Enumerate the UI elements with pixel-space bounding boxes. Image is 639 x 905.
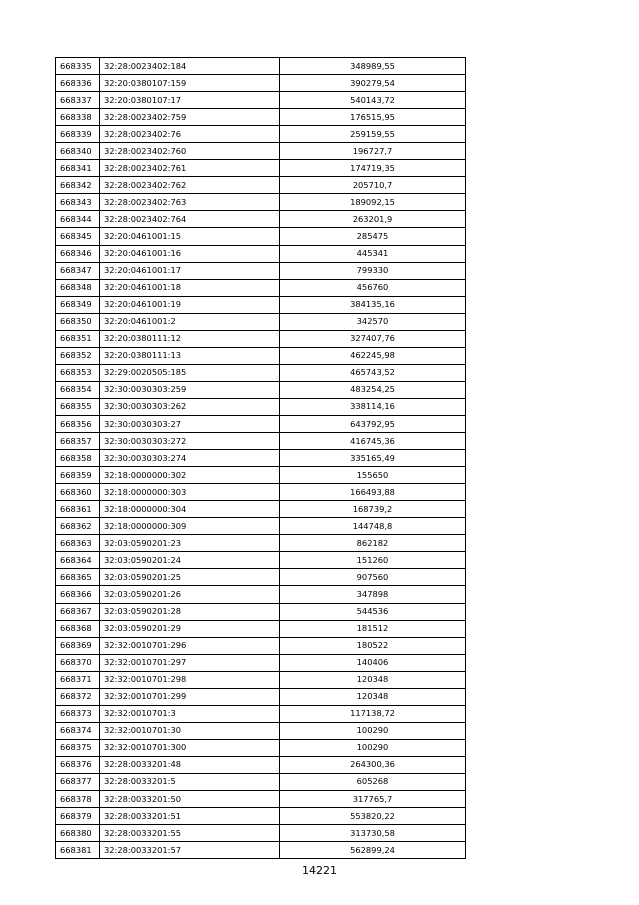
row-id-cell: 668374 <box>56 722 100 739</box>
row-code-cell: 32:32:0010701:296 <box>100 637 280 654</box>
row-value-cell: 120348 <box>280 671 466 688</box>
row-code-cell: 32:28:0033201:51 <box>100 808 280 825</box>
row-id-cell: 668352 <box>56 347 100 364</box>
row-value-cell: 120348 <box>280 688 466 705</box>
row-code-cell: 32:03:0590201:29 <box>100 620 280 637</box>
row-value-cell: 205710,7 <box>280 177 466 194</box>
row-id-cell: 668361 <box>56 501 100 518</box>
table-row <box>56 433 466 450</box>
row-code-cell: 32:03:0590201:28 <box>100 603 280 620</box>
row-id-cell: 668354 <box>56 381 100 398</box>
row-value-cell: 342570 <box>280 313 466 330</box>
row-id-cell: 668353 <box>56 364 100 381</box>
table-row <box>56 518 466 535</box>
table-row <box>56 739 466 756</box>
row-id-cell: 668342 <box>56 177 100 194</box>
table-row <box>56 296 466 313</box>
row-code-cell: 32:30:0030303:262 <box>100 398 280 415</box>
row-id-cell: 668364 <box>56 552 100 569</box>
row-value-cell: 643792,95 <box>280 415 466 432</box>
row-value-cell: 799330 <box>280 262 466 279</box>
row-value-cell: 335165,49 <box>280 450 466 467</box>
row-code-cell: 32:20:0461001:16 <box>100 245 280 262</box>
row-value-cell: 155650 <box>280 467 466 484</box>
row-id-cell: 668373 <box>56 705 100 722</box>
row-value-cell: 416745,36 <box>280 433 466 450</box>
row-id-cell: 668376 <box>56 756 100 773</box>
row-code-cell: 32:20:0461001:17 <box>100 262 280 279</box>
row-id-cell: 668367 <box>56 603 100 620</box>
row-code-cell: 32:29:0020505:185 <box>100 364 280 381</box>
table-row <box>56 722 466 739</box>
row-value-cell: 338114,16 <box>280 398 466 415</box>
row-id-cell: 668370 <box>56 654 100 671</box>
row-id-cell: 668347 <box>56 262 100 279</box>
row-value-cell: 540143,72 <box>280 92 466 109</box>
row-value-cell: 327407,76 <box>280 330 466 347</box>
table-row <box>56 637 466 654</box>
row-value-cell: 259159,55 <box>280 126 466 143</box>
row-value-cell: 196727,7 <box>280 143 466 160</box>
row-code-cell: 32:32:0010701:298 <box>100 671 280 688</box>
table-row <box>56 126 466 143</box>
row-value-cell: 483254,25 <box>280 381 466 398</box>
row-value-cell: 462245,98 <box>280 347 466 364</box>
row-id-cell: 668337 <box>56 92 100 109</box>
table-row <box>56 756 466 773</box>
row-value-cell: 181512 <box>280 620 466 637</box>
table-row <box>56 501 466 518</box>
table-row <box>56 705 466 722</box>
table-row <box>56 450 466 467</box>
table-body <box>56 58 466 859</box>
row-value-cell: 144748,8 <box>280 518 466 535</box>
table-row <box>56 552 466 569</box>
row-id-cell: 668336 <box>56 75 100 92</box>
row-id-cell: 668345 <box>56 228 100 245</box>
row-value-cell: 263201,9 <box>280 211 466 228</box>
row-id-cell: 668379 <box>56 808 100 825</box>
row-value-cell: 553820,22 <box>280 808 466 825</box>
row-id-cell: 668348 <box>56 279 100 296</box>
table-row <box>56 688 466 705</box>
data-table <box>55 57 466 859</box>
row-code-cell: 32:32:0010701:300 <box>100 739 280 756</box>
row-id-cell: 668360 <box>56 484 100 501</box>
row-id-cell: 668340 <box>56 143 100 160</box>
row-id-cell: 668372 <box>56 688 100 705</box>
row-code-cell: 32:32:0010701:299 <box>100 688 280 705</box>
table-row <box>56 92 466 109</box>
row-id-cell: 668356 <box>56 415 100 432</box>
row-id-cell: 668369 <box>56 637 100 654</box>
row-code-cell: 32:28:0023402:762 <box>100 177 280 194</box>
row-value-cell: 174719,35 <box>280 160 466 177</box>
row-id-cell: 668357 <box>56 433 100 450</box>
row-id-cell: 668344 <box>56 211 100 228</box>
row-code-cell: 32:30:0030303:27 <box>100 415 280 432</box>
row-code-cell: 32:28:0033201:5 <box>100 773 280 790</box>
table-row <box>56 143 466 160</box>
row-id-cell: 668377 <box>56 773 100 790</box>
row-code-cell: 32:30:0030303:259 <box>100 381 280 398</box>
row-code-cell: 32:18:0000000:302 <box>100 467 280 484</box>
row-value-cell: 562899,24 <box>280 842 466 859</box>
row-value-cell: 317765,7 <box>280 791 466 808</box>
row-value-cell: 117138,72 <box>280 705 466 722</box>
table-row <box>56 262 466 279</box>
row-id-cell: 668346 <box>56 245 100 262</box>
row-code-cell: 32:18:0000000:304 <box>100 501 280 518</box>
table-row <box>56 791 466 808</box>
row-value-cell: 384135,16 <box>280 296 466 313</box>
row-code-cell: 32:20:0380111:13 <box>100 347 280 364</box>
row-value-cell: 605268 <box>280 773 466 790</box>
row-value-cell: 100290 <box>280 739 466 756</box>
row-value-cell: 166493,88 <box>280 484 466 501</box>
row-id-cell: 668371 <box>56 671 100 688</box>
row-value-cell: 189092,15 <box>280 194 466 211</box>
row-code-cell: 32:28:0033201:50 <box>100 791 280 808</box>
table-row <box>56 279 466 296</box>
row-value-cell: 176515,95 <box>280 109 466 126</box>
table-row <box>56 825 466 842</box>
row-code-cell: 32:28:0023402:764 <box>100 211 280 228</box>
row-code-cell: 32:28:0033201:48 <box>100 756 280 773</box>
row-id-cell: 668335 <box>56 58 100 75</box>
row-value-cell: 168739,2 <box>280 501 466 518</box>
row-code-cell: 32:28:0023402:759 <box>100 109 280 126</box>
row-value-cell: 390279,54 <box>280 75 466 92</box>
table-row <box>56 228 466 245</box>
row-value-cell: 456760 <box>280 279 466 296</box>
table-row <box>56 671 466 688</box>
row-code-cell: 32:28:0023402:763 <box>100 194 280 211</box>
table-row <box>56 535 466 552</box>
row-code-cell: 32:32:0010701:30 <box>100 722 280 739</box>
row-value-cell: 465743,52 <box>280 364 466 381</box>
table-row <box>56 398 466 415</box>
row-value-cell: 180522 <box>280 637 466 654</box>
row-value-cell: 445341 <box>280 245 466 262</box>
table-row <box>56 381 466 398</box>
row-value-cell: 151260 <box>280 552 466 569</box>
row-id-cell: 668380 <box>56 825 100 842</box>
table-row <box>56 211 466 228</box>
row-value-cell: 313730,58 <box>280 825 466 842</box>
row-code-cell: 32:20:0380111:12 <box>100 330 280 347</box>
row-code-cell: 32:20:0461001:15 <box>100 228 280 245</box>
table-row <box>56 603 466 620</box>
table-row <box>56 620 466 637</box>
table-row <box>56 586 466 603</box>
table-row <box>56 467 466 484</box>
row-value-cell: 862182 <box>280 535 466 552</box>
row-code-cell: 32:30:0030303:274 <box>100 450 280 467</box>
row-code-cell: 32:32:0010701:297 <box>100 654 280 671</box>
row-code-cell: 32:03:0590201:23 <box>100 535 280 552</box>
row-code-cell: 32:20:0380107:159 <box>100 75 280 92</box>
row-value-cell: 544536 <box>280 603 466 620</box>
table-row <box>56 58 466 75</box>
table-row <box>56 75 466 92</box>
table-row <box>56 347 466 364</box>
row-code-cell: 32:18:0000000:303 <box>100 484 280 501</box>
row-value-cell: 285475 <box>280 228 466 245</box>
row-value-cell: 907560 <box>280 569 466 586</box>
table-row <box>56 808 466 825</box>
row-value-cell: 264300,36 <box>280 756 466 773</box>
table-row <box>56 160 466 177</box>
row-value-cell: 140406 <box>280 654 466 671</box>
row-code-cell: 32:32:0010701:3 <box>100 705 280 722</box>
table-row <box>56 194 466 211</box>
table-row <box>56 484 466 501</box>
table-row <box>56 654 466 671</box>
row-code-cell: 32:28:0023402:761 <box>100 160 280 177</box>
table-row <box>56 177 466 194</box>
row-id-cell: 668362 <box>56 518 100 535</box>
table-row <box>56 773 466 790</box>
row-id-cell: 668365 <box>56 569 100 586</box>
row-code-cell: 32:03:0590201:24 <box>100 552 280 569</box>
row-id-cell: 668338 <box>56 109 100 126</box>
row-code-cell: 32:28:0033201:57 <box>100 842 280 859</box>
row-code-cell: 32:28:0023402:760 <box>100 143 280 160</box>
row-id-cell: 668363 <box>56 535 100 552</box>
row-id-cell: 668381 <box>56 842 100 859</box>
page-number: 14221 <box>302 864 337 877</box>
row-value-cell: 100290 <box>280 722 466 739</box>
row-id-cell: 668375 <box>56 739 100 756</box>
row-code-cell: 32:03:0590201:25 <box>100 569 280 586</box>
row-code-cell: 32:28:0023402:184 <box>100 58 280 75</box>
row-code-cell: 32:20:0380107:17 <box>100 92 280 109</box>
table-row <box>56 364 466 381</box>
row-id-cell: 668350 <box>56 313 100 330</box>
row-code-cell: 32:20:0461001:18 <box>100 279 280 296</box>
row-id-cell: 668366 <box>56 586 100 603</box>
row-code-cell: 32:30:0030303:272 <box>100 433 280 450</box>
row-code-cell: 32:28:0023402:76 <box>100 126 280 143</box>
row-code-cell: 32:18:0000000:309 <box>100 518 280 535</box>
table-row <box>56 415 466 432</box>
row-code-cell: 32:20:0461001:2 <box>100 313 280 330</box>
row-id-cell: 668341 <box>56 160 100 177</box>
row-id-cell: 668351 <box>56 330 100 347</box>
table-row <box>56 313 466 330</box>
table-row <box>56 569 466 586</box>
row-code-cell: 32:28:0033201:55 <box>100 825 280 842</box>
row-code-cell: 32:20:0461001:19 <box>100 296 280 313</box>
row-id-cell: 668349 <box>56 296 100 313</box>
row-id-cell: 668343 <box>56 194 100 211</box>
table-row <box>56 245 466 262</box>
row-id-cell: 668355 <box>56 398 100 415</box>
row-id-cell: 668368 <box>56 620 100 637</box>
row-value-cell: 348989,55 <box>280 58 466 75</box>
row-id-cell: 668378 <box>56 791 100 808</box>
row-id-cell: 668359 <box>56 467 100 484</box>
row-id-cell: 668358 <box>56 450 100 467</box>
row-value-cell: 347898 <box>280 586 466 603</box>
table-row <box>56 109 466 126</box>
table-row <box>56 330 466 347</box>
row-code-cell: 32:03:0590201:26 <box>100 586 280 603</box>
table-row <box>56 842 466 859</box>
row-id-cell: 668339 <box>56 126 100 143</box>
